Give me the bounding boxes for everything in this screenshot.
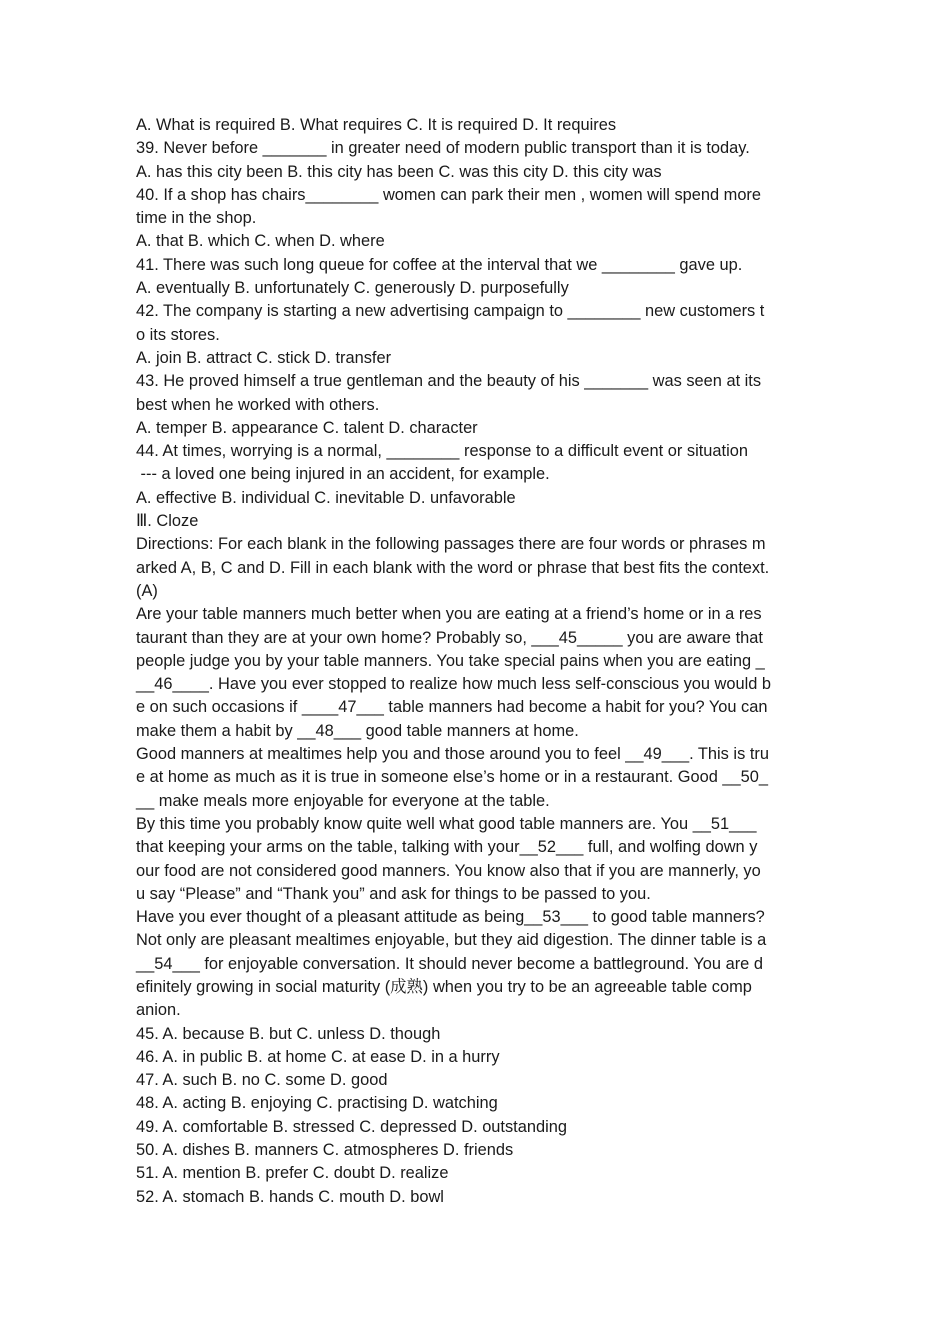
passage-line: make them a habit by __48___ good table manners at home. — [136, 721, 579, 740]
answer-options-52: 52. A. stomach B. hands C. mouth D. bowl — [136, 1187, 444, 1206]
passage-line: __ make meals more enjoyable for everyone at the table. — [136, 791, 550, 810]
passage-line: u say “Please” and “Thank you” and ask for things to be passed to you. — [136, 884, 651, 903]
question-42: 42. The company is starting a new advertising campaign to ________ new customers t — [136, 302, 765, 321]
option-line-42: A. join B. attract C. stick D. transfer — [136, 348, 392, 367]
answer-options-49: 49. A. comfortable B. stressed C. depressed D. outstanding — [136, 1117, 567, 1136]
question-43: 43. He proved himself a true gentleman and the beauty of his _______ was seen at its — [136, 372, 762, 391]
option-line-38: A. What is required B. What requires C. It is required D. It requires — [136, 116, 617, 134]
passage-line: our food are not considered good manners. You know also that if you are mannerly, yo — [136, 861, 761, 880]
passage-label: (A) — [136, 581, 158, 600]
answer-options-51: 51. A. mention B. prefer C. doubt D. realize — [136, 1164, 449, 1183]
passage-line: __46____. Have you ever stopped to realize how much less self-conscious you would b — [136, 675, 772, 694]
passage-line: By this time you probably know quite well what good table manners are. You __51___ — [136, 814, 757, 833]
passage-line: Good manners at mealtimes help you and those around you to feel __49___. This is tru — [136, 745, 769, 764]
passage-line: Not only are pleasant mealtimes enjoyable, but they aid digestion. The dinner table is a — [136, 931, 767, 950]
answer-options-48: 48. A. acting B. enjoying C. practising D. watching — [136, 1094, 498, 1113]
passage-line: people judge you by your table manners. You take special pains when you are eating _ — [136, 651, 765, 670]
passage-line: __54___ for enjoyable conversation. It should never become a battleground. You are d — [136, 954, 763, 973]
question-43-cont: best when he worked with others. — [136, 395, 380, 414]
option-line-43: A. temper B. appearance C. talent D. character — [136, 418, 478, 437]
question-40-cont: time in the shop. — [136, 209, 257, 228]
passage-line: Have you ever thought of a pleasant attitude as being__53___ to good table manners? — [136, 908, 765, 927]
answer-options-50: 50. A. dishes B. manners C. atmospheres D. friends — [136, 1141, 514, 1160]
passage-line: e on such occasions if ____47___ table manners had become a habit for you? You can — [136, 698, 768, 717]
passage-line: e at home as much as it is true in someone else’s home or in a restaurant. Good __50_ — [136, 768, 768, 787]
answer-options-45: 45. A. because B. but C. unless D. though — [136, 1024, 441, 1043]
passage-line: Are your table manners much better when you are eating at a friend’s home or in a res — [136, 605, 762, 624]
passage-line: efinitely growing in social maturity (成熟) when you try to be an agreeable table comp — [136, 977, 752, 996]
directions-line-cont: arked A, B, C and D. Fill in each blank with the word or phrase that best fits the context. — [136, 558, 770, 577]
option-line-40: A. that B. which C. when D. where — [136, 232, 385, 251]
question-39: 39. Never before _______ in greater need of modern public transport than it is today. — [136, 139, 750, 158]
question-42-cont: o its stores. — [136, 325, 220, 344]
option-line-39: A. has this city been B. this city has been C. was this city D. this city was — [136, 162, 662, 181]
question-40: 40. If a shop has chairs________ women can park their men , women will spend more — [136, 185, 762, 204]
section-heading-cloze: Ⅲ. Cloze — [136, 512, 199, 531]
question-44: 44. At times, worrying is a normal, ________ response to a difficult event or situation — [136, 442, 748, 461]
passage-line: taurant than they are at your own home? Probably so, ___45_____ you are aware that — [136, 628, 763, 647]
passage-line: that keeping your arms on the table, talking with your__52___ full, and wolfing down y — [136, 838, 758, 857]
answer-options-46: 46. A. in public B. at home C. at ease D. in a hurry — [136, 1047, 500, 1066]
question-41: 41. There was such long queue for coffee at the interval that we ________ gave up. — [136, 255, 743, 274]
document-page — [136, 114, 818, 1209]
option-line-41: A. eventually B. unfortunately C. generously D. purposefully — [136, 279, 569, 298]
passage-line: anion. — [136, 1001, 181, 1020]
answer-options-47: 47. A. such B. no C. some D. good — [136, 1071, 388, 1090]
option-line-44: A. effective B. individual C. inevitable D. unfavorable — [136, 488, 516, 507]
directions-line: Directions: For each blank in the following passages there are four words or phrases m — [136, 535, 766, 554]
question-44-cont: --- a loved one being injured in an accident, for example. — [136, 465, 550, 484]
